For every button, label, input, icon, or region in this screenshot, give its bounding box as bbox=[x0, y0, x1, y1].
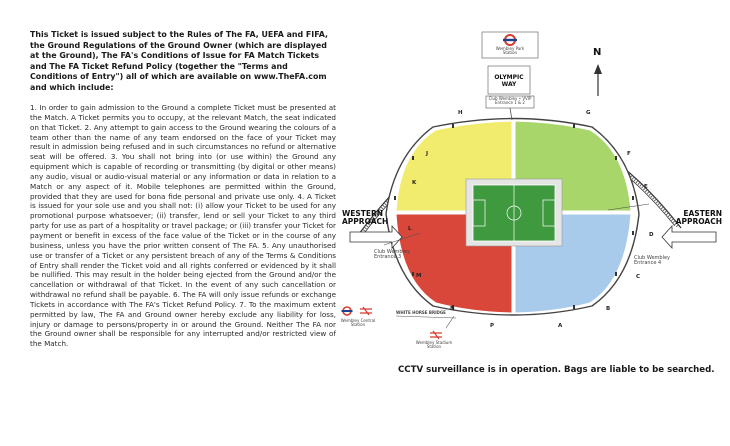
gate-marker bbox=[573, 305, 575, 309]
bottom-left-path bbox=[396, 316, 456, 318]
gate-p-label: P bbox=[490, 323, 495, 329]
cctv-notice: CCTV surveillance is in operation. Bags are liable to be searched. bbox=[398, 365, 715, 375]
wembley-park-label: Wembley Park Station bbox=[495, 46, 525, 55]
ticket-terms bbox=[30, 30, 336, 349]
gate-marker bbox=[615, 156, 617, 160]
eastern-approach-label: EASTERN APPROACH bbox=[675, 209, 722, 226]
gate-marker bbox=[394, 196, 396, 200]
north-arrow-head-icon bbox=[594, 64, 602, 74]
white-horse-bridge-label: WHITE HORSE BRIDGE bbox=[396, 310, 446, 315]
gate-l-label: L bbox=[408, 226, 412, 232]
club-entrance-label: Club Wembley • VVIP Entrance 1 & 2 bbox=[488, 96, 532, 105]
gate-j-label: J bbox=[426, 151, 429, 157]
gate-marker bbox=[452, 124, 454, 128]
western-approach-arrow-icon bbox=[350, 226, 402, 248]
club-entrance-4-label: Club Wembley Entrance 4 bbox=[634, 255, 671, 266]
terms-intro: This Ticket is issued subject to the Rules of The FA, UEFA and FIFA, the Ground Regulations of the Ground Owner (which are displayed at the Ground), The FA's Conditions of Issue for FA Match Tickets and The FA Ticket Refund Policy (together the "Terms and Conditions of Entry") all of which are available on www.TheFA.com and which include: bbox=[30, 30, 328, 92]
stadium-map-graphic bbox=[336, 28, 730, 388]
gate-e-label: E bbox=[644, 184, 648, 190]
gate-a-label: A bbox=[558, 323, 563, 329]
western-approach-label: WESTERN APPROACH bbox=[342, 209, 389, 226]
gate-k-label: K bbox=[412, 180, 417, 186]
gate-marker bbox=[412, 156, 414, 160]
gate-h-label: H bbox=[458, 110, 463, 116]
gate-c-label: C bbox=[636, 274, 641, 280]
wembley-stadium-station-label: Wembley Stadium Station bbox=[415, 340, 453, 349]
gate-f-label: F bbox=[627, 151, 631, 157]
gate-marker bbox=[412, 272, 414, 276]
olympic-way-label: OLYMPIC WAY bbox=[494, 74, 524, 88]
gate-marker bbox=[632, 231, 634, 235]
eastern-approach-arrow-icon bbox=[662, 226, 716, 248]
gate-marker bbox=[615, 272, 617, 276]
stadium-map bbox=[336, 28, 730, 388]
north-label: N bbox=[593, 47, 602, 58]
wembley-stadium-rail-icon bbox=[430, 331, 442, 339]
gate-b-label: B bbox=[606, 306, 611, 312]
gate-marker bbox=[632, 196, 634, 200]
gate-g-label: G bbox=[586, 110, 591, 116]
gate-n-label: N bbox=[450, 306, 455, 312]
underground-bar-icon bbox=[503, 39, 517, 41]
wembley-central-label: Wembley Central Station bbox=[340, 318, 376, 327]
wembley-central-rail-icon bbox=[360, 307, 372, 315]
terms-body: 1. In order to gain admission to the Ground a complete Ticket must be presented at the Match. A Ticket permits you to occupy, at the relevant Match, the seat indicated on that Ticket. 2. Any attempt to gain access to the Ground wearing the colours of a team other than the name of any team endorsed on the face of your Ticket may result in admission being refused and in such circumstances no refund or alternative seat will be offered. 3. You shall not bring into (or use within) the Ground any equipment which is capable of recording or transmitting (by digital or other means) any audio, visual or audio-visual material or any information or data in relation to a Match or any aspect of it. Mobile telephones are permitted within the Ground, provided that they are used for bona fide personal and private use only. 4. A Ticket is issued for your sole use and you shall not: (i) allow your Ticket to be used for any promotional purpose whatsoever; (ii) transfer, lend or sell your Ticket to any third party for use as part of a hospitality or travel package; or (iii) transfer your Ticket for payment or benefit in excess of the face value of the Ticket or in the course of any business, unless you have the prior written consent of The FA. 5. Any unauthorised use or transfer of a Ticket or any persistent breach of any of the Terms & Conditions of Entry shall render the Ticket void and all rights conferred or evidenced by it shall be nullified. This may result in the holder being ejected from the Ground and/or the cancellation or withdrawal of that Ticket. In the event of any such cancellation or withdrawal no refund shall be payable. 6. The FA will only issue refunds or exchange Tickets in accordance with The FA's Ticket Refund Policy. 7. To the maximum extent permitted by law, The FA and Ground owner hereby exclude any liability for loss, injury or damage to persons/property in or around the Ground. Neither The FA nor the Ground owner shall be responsible for any interrupted and/or restricted view of the Match. bbox=[30, 103, 336, 349]
wembley-central-underground-bar-icon bbox=[342, 310, 353, 312]
club-entrance-3-label: Club Wembley Entrance 3 bbox=[374, 249, 411, 260]
gate-m-label: M bbox=[416, 273, 422, 279]
gate-d-label: D bbox=[649, 232, 654, 238]
gate-marker bbox=[573, 124, 575, 128]
